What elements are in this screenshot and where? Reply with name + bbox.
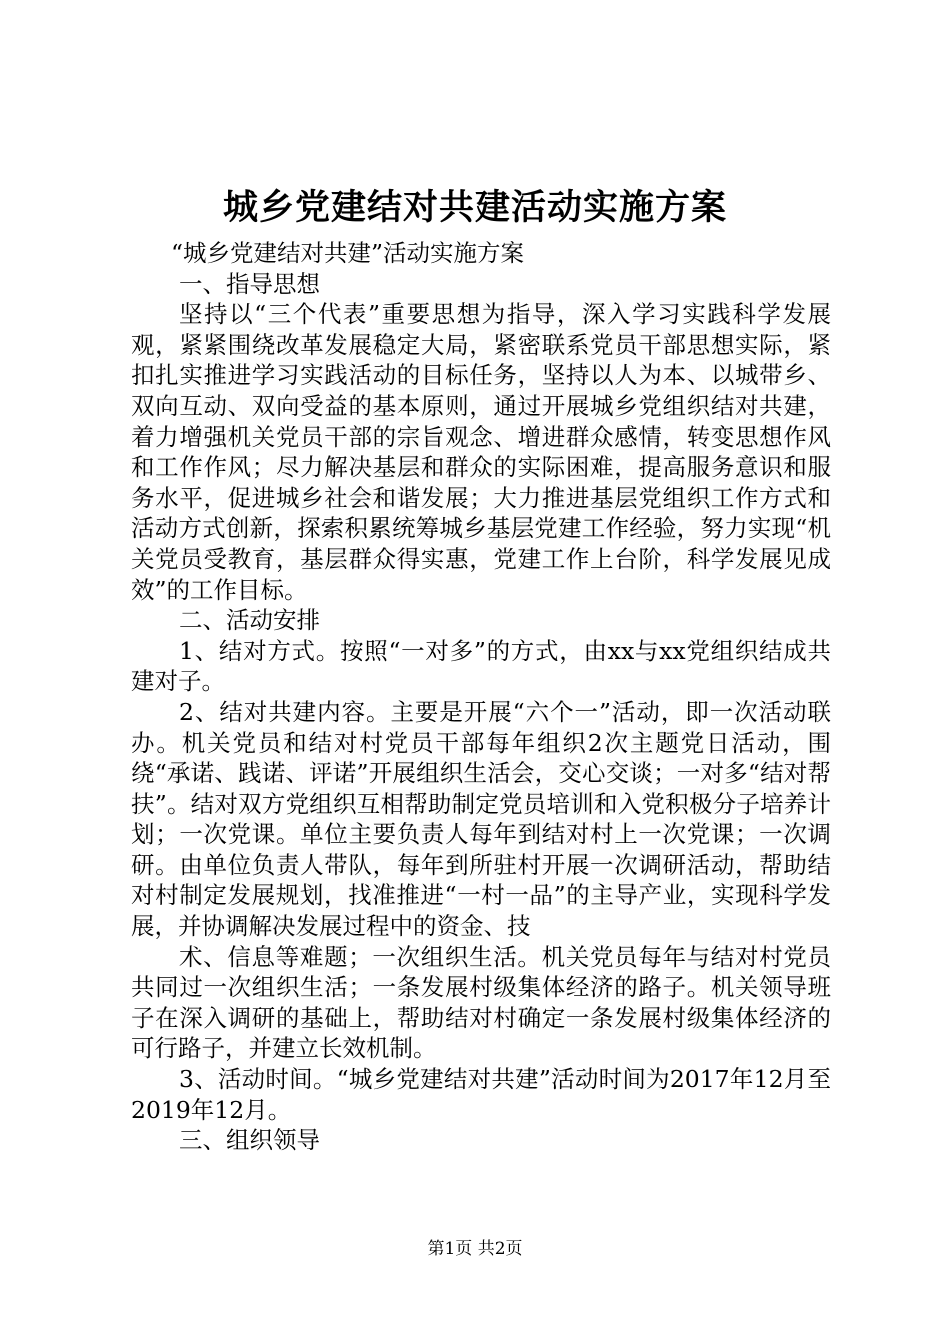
paragraph-pairing-content: 2、结对共建内容。主要是开展“六个一”活动，即一次活动联办。机关党员和结对村党员干部每年组织2次主题党日活动，围绕“承诺、践诺、评诺”开展组织生活会，交心交谈；一对多“结对帮扶”。结对双方党组织互相帮助制定党员培训和入党积极分子培养计划；一次党课。单位主要负责人每年到结对村上一次党课；一次调研。由单位负责人带队，每年到所驻村开展一次调研活动，帮助结对村制定发展规划，找准推进“一村一品”的主导产业，实现科学发展，并协调解决发展过程中的资金、技 (131, 697, 831, 941)
paragraph-guiding-ideology: 坚持以“三个代表”重要思想为指导，深入学习实践科学发展观，紧紧围绕改革发展稳定大局，紧密联系党员干部思想实际，紧扣扎实推进学习实践活动的目标任务，坚持以人为本、以城带乡、双向互动、双向受益的基本原则，通过开展城乡党组织结对共建，着力增强机关党员干部的宗旨观念、增进群众感情，转变思想作风和工作作风；尽力解决基层和群众的实际困难，提高服务意识和服务水平，促进城乡社会和谐发展；大力推进基层党组织工作方式和活动方式创新，探索积累统筹城乡基层党建工作经验，努力实现“机关党员受教育，基层群众得实惠，党建工作上台阶，科学发展见成效”的工作目标。 (131, 300, 831, 604)
paragraph-activity-time: 3、活动时间。“城乡党建结对共建”活动时间为2017年12月至2019年12月。 (131, 1065, 831, 1124)
section-heading-activity-arrangement: 二、活动安排 (179, 606, 320, 635)
section-heading-organization-leadership: 三、组织领导 (179, 1126, 320, 1155)
section-heading-guiding-ideology: 一、指导思想 (179, 269, 320, 298)
page-footer: 第1页 共2页 (427, 1239, 523, 1259)
document-subtitle: “城乡党建结对共建”活动实施方案 (171, 239, 525, 267)
paragraph-pairing-content-continued: 术、信息等难题；一次组织生活。机关党员每年与结对村党员共同过一次组织生活；一条发展村级集体经济的路子。机关领导班子在深入调研的基础上，帮助结对村确定一条发展村级集体经济的可行路子，并建立长效机制。 (131, 942, 831, 1063)
document-title: 城乡党建结对共建活动实施方案 (222, 187, 727, 228)
paragraph-pairing-method: 1、结对方式。按照“一对多”的方式，由xx与xx党组织结成共建对子。 (131, 636, 831, 696)
document-body (131, 238, 831, 1156)
